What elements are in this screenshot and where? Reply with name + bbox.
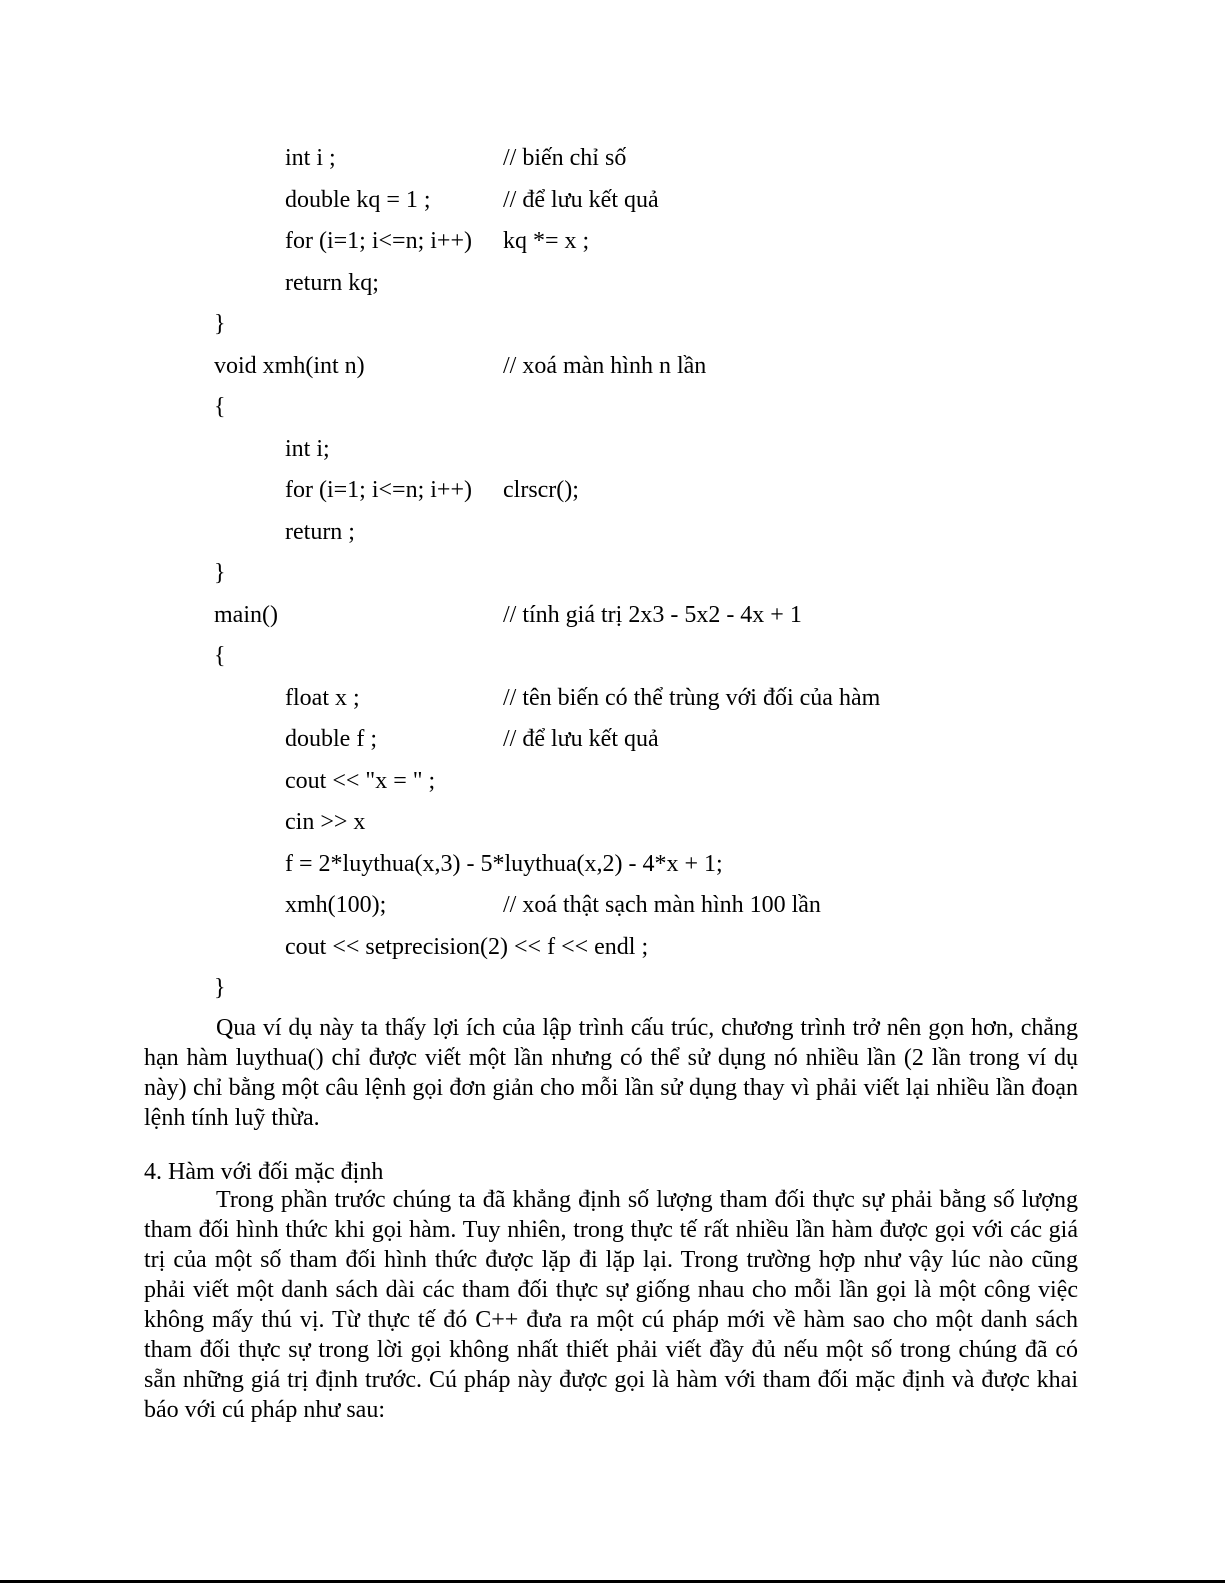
- code-line: [0, 514, 1225, 550]
- code-line: [0, 597, 1225, 633]
- paragraph-default-arguments: Trong phần trước chúng ta đã khẳng định số lượng tham đối thực sự phải bằng số lượng tham đối hình thức khi gọi hàm. Tuy nhiên, trong thực tế rất nhiều lần hàm được gọi với các giá trị của một số tham đối hình thức được lặp đi lặp lại. Trong trường hợp như vậy lúc nào cũng phải viết một danh sách dài các tham đối thực sự giống nhau cho mỗi lần gọi là một công việc không mấy thú vị. Từ thực tế đó C++ đưa ra một cú pháp mới về hàm sao cho một danh sách tham đối thực sự trong lời gọi không nhất thiết phải viết đầy đủ nếu một số trong chúng đã có sẵn những giá trị định trước. Cú pháp này được gọi là hàm với tham đối mặc định và được khai báo với cú pháp như sau:: [144, 1187, 1078, 1423]
- code-text: f = 2*luythua(x,3) - 5*luythua(x,2) - 4*x + 1;: [285, 851, 723, 877]
- code-text: {: [214, 394, 226, 420]
- code-comment: // để lưu kết quả: [503, 726, 659, 752]
- code-line: [0, 140, 1225, 176]
- code-comment: // để lưu kết quả: [503, 187, 659, 213]
- code-line: [0, 721, 1225, 757]
- code-line: [0, 555, 1225, 591]
- code-text: for (i=1; i<=n; i++): [285, 228, 472, 254]
- code-line: [0, 887, 1225, 923]
- code-comment: kq *= x ;: [503, 228, 590, 254]
- code-line: [0, 680, 1225, 716]
- paragraph-structured-programming: Qua ví dụ này ta thấy lợi ích của lập trình cấu trúc, chương trình trở nên gọn hơn, chẳng hạn hàm luythua() chỉ được viết một lần nhưng có thể sử dụng nó nhiều lần (2 lần trong ví dụ này) chỉ bằng một câu lệnh gọi đơn giản cho mỗi lần sử dụng thay vì phải viết lại nhiều lần đoạn lệnh tính luỹ thừa.: [144, 1015, 1078, 1131]
- code-text: xmh(100);: [285, 892, 387, 918]
- code-text: int i;: [285, 436, 330, 462]
- code-comment: // tính giá trị 2x3 - 5x2 - 4x + 1: [503, 602, 802, 628]
- page-bottom-border: [0, 1580, 1225, 1583]
- code-line: [0, 182, 1225, 218]
- code-text: }: [214, 975, 226, 1001]
- code-text: }: [214, 560, 226, 586]
- code-text: return kq;: [285, 270, 379, 296]
- code-line: [0, 846, 1225, 882]
- code-line: [0, 223, 1225, 259]
- code-comment: // tên biến có thể trùng với đối của hàm: [503, 685, 881, 711]
- code-line: [0, 431, 1225, 467]
- code-text: for (i=1; i<=n; i++): [285, 477, 472, 503]
- code-comment: clrscr();: [503, 477, 579, 503]
- code-text: {: [214, 643, 226, 669]
- code-line: [0, 970, 1225, 1006]
- code-text: return ;: [285, 519, 355, 545]
- code-text: void xmh(int n): [214, 353, 365, 379]
- code-comment: // biến chỉ số: [503, 145, 627, 171]
- code-line: [0, 763, 1225, 799]
- code-text: int i ;: [285, 145, 336, 171]
- code-line: [0, 472, 1225, 508]
- code-text: cin >> x: [285, 809, 366, 835]
- code-text: main(): [214, 602, 278, 628]
- code-comment: // xoá thật sạch màn hình 100 lần: [503, 892, 821, 918]
- code-line: [0, 265, 1225, 301]
- code-line: [0, 348, 1225, 384]
- code-line: [0, 804, 1225, 840]
- code-text: float x ;: [285, 685, 360, 711]
- code-text: double kq = 1 ;: [285, 187, 431, 213]
- code-line: [0, 306, 1225, 342]
- code-text: cout << setprecision(2) << f << endl ;: [285, 934, 649, 960]
- code-line: [0, 929, 1225, 965]
- code-line: [0, 638, 1225, 674]
- section-heading: 4. Hàm với đối mặc định: [144, 1159, 384, 1185]
- code-text: }: [214, 311, 226, 337]
- code-text: cout << "x = " ;: [285, 768, 436, 794]
- code-text: double f ;: [285, 726, 377, 752]
- code-line: [0, 389, 1225, 425]
- code-comment: // xoá màn hình n lần: [503, 353, 707, 379]
